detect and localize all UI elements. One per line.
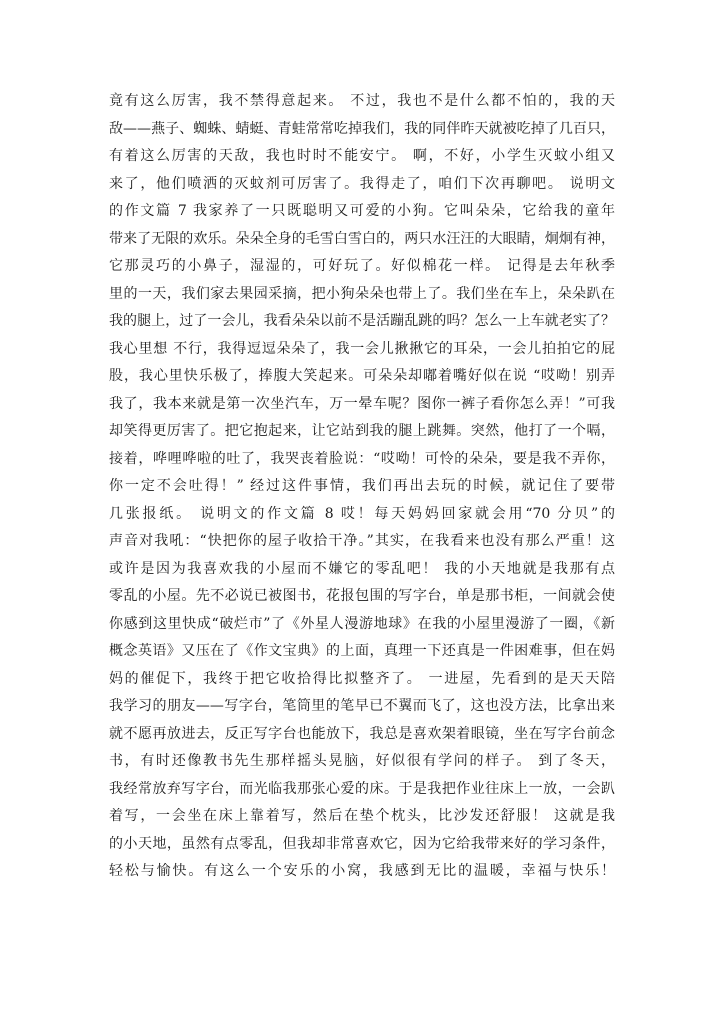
text-line: 我的腿上，过了一会儿，我看朵朵以前不是活蹦乱跳的吗？怎么一上车就老实了？	[109, 313, 615, 329]
text-line: 带来了无限的欢乐。朵朵全身的毛雪白雪白的，两只水汪汪的大眼睛，炯炯有神，	[109, 230, 615, 247]
text-line: 有着这么厉害的天敌，我也时时不能安宁。 啊，不好，小学生灭蚊小组又	[109, 148, 615, 164]
text-line: 敌——燕子、蜘蛛、蜻蜓、青蛙常常吃掉我们，我的同伴昨天就被吃掉了几百只，	[109, 120, 615, 137]
text-line: 轻松与愉快。有这么一个安乐的小窝，我感到无比的温暖，幸福与快乐！	[109, 863, 615, 879]
text-line: 里的一天，我们家去果园采摘，把小狗朵朵也带上了。我们坐在车上，朵朵趴在	[109, 285, 615, 302]
text-line: 就不愿再放进去，反正写字台也能放下，我总是喜欢架着眼镜，坐在写字台前念	[109, 725, 615, 742]
text-line: 我了，我本来就是第一次坐汽车，万一晕车呢？图你一裤子看你怎么弄！”可我	[109, 395, 615, 412]
text-line: 的小天地，虽然有点零乱，但我却非常喜欢它，因为它给我带来好的学习条件，	[109, 835, 615, 852]
text-line: 来了，他们喷洒的灭蚊剂可厉害了。我得走了，咱们下次再聊吧。 说明文	[109, 175, 615, 192]
text-line: 书，有时还像教书先生那样摇头晃脑，好似很有学问的样子。 到了冬天，	[109, 753, 615, 769]
text-line: 我学习的朋友——写字台，笔筒里的笔早已不翼而飞了，这也没方法，比拿出来	[109, 698, 615, 714]
text-line: 它那灵巧的小鼻子，湿湿的，可好玩了。好似棉花一样。 记得是去年秋季	[109, 258, 615, 274]
text-line: 我心里想 不行，我得逗逗朵朵了，我一会儿揪揪它的耳朵，一会儿拍拍它的屁	[109, 340, 615, 357]
text-line: 接着，哗哩哗啦的吐了，我哭丧着脸说：“哎呦！可怜的朵朵，要是我不弄你，	[109, 450, 615, 467]
text-line: 竟有这么厉害，我不禁得意起来。 不过，我也不是什么都不怕的，我的天	[109, 93, 615, 109]
text-line: 零乱的小屋。先不必说已被图书，花报包围的写字台，单是那书柜，一间就会使	[109, 588, 615, 604]
text-line: 声音对我吼：“快把你的屋子收拾干净。”其实，在我看来也没有那么严重！这	[109, 533, 615, 549]
text-line: 你感到这里快成“破烂市”了《外星人漫游地球》在我的小屋里漫游了一圈，《新	[109, 615, 615, 632]
text-line: 着写，一会坐在床上靠着写，然后在垫个枕头，比沙发还舒服！ 这就是我	[109, 808, 615, 824]
text-line: 你一定不会吐得！” 经过这件事情，我们再出去玩的时候，就记住了要带	[109, 478, 615, 494]
text-line: 我经常放弃写字台，而光临我那张心爱的床。于是我把作业往床上一放，一会趴	[109, 780, 615, 797]
text-line: 概念英语》又压在了《作文宝典》的上面，真理一下还真是一件困难事，但在妈	[109, 643, 615, 659]
text-line: 的作文篇 7 我家养了一只既聪明又可爱的小狗。它叫朵朵，它给我的童年	[109, 203, 615, 219]
text-line: 股，我心里快乐极了，捧腹大笑起来。可朵朵却嘟着嘴好似在说 “哎呦！别弄	[109, 368, 615, 384]
body-text	[109, 88, 615, 886]
text-line: 几张报纸。 说明文的作文篇 8 哎！每天妈妈回家就会用“70 分贝”的	[109, 505, 615, 522]
text-line: 却笑得更厉害了。把它抱起来，让它站到我的腿上跳舞。突然，他打了一个嗝，	[109, 423, 615, 439]
text-line: 妈的催促下，我终于把它收拾得比拟整齐了。 一进屋，先看到的是天天陪	[109, 670, 615, 687]
text-line: 或许是因为我喜欢我的小屋而不嫌它的零乱吧！ 我的小天地就是我那有点	[109, 560, 615, 577]
